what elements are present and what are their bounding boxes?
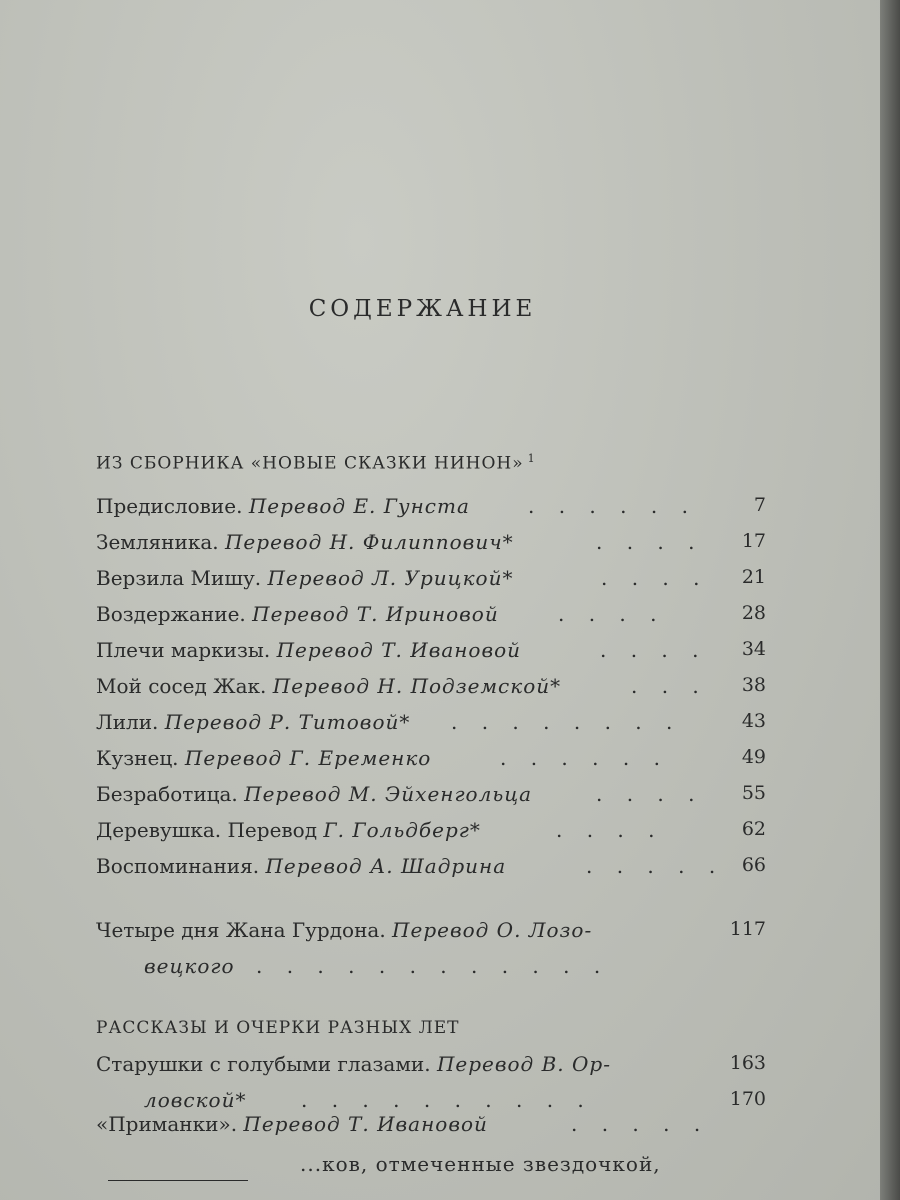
entry-dots: . . . . . . bbox=[528, 494, 697, 518]
entry-page: 7 bbox=[753, 494, 766, 516]
entry-title: Лили. bbox=[96, 710, 159, 734]
entry-title: Плечи маркизы. bbox=[96, 638, 271, 662]
entry-dots: . . . . . bbox=[571, 1112, 710, 1136]
toc-entry[interactable] bbox=[96, 674, 786, 708]
entry-page: 28 bbox=[741, 602, 766, 624]
toc-entry[interactable] bbox=[96, 818, 786, 852]
entry-dots: . . . . . . . . . . bbox=[301, 1088, 593, 1112]
entry-translator: Перевод Л. Урицкой* bbox=[267, 566, 514, 590]
entry-translator: Перевод В. Ор- bbox=[436, 1052, 611, 1076]
entry-translator: Перевод Т. Ивановой bbox=[276, 638, 522, 662]
entry-page: 117 bbox=[729, 918, 766, 940]
entry-title: Безработица. bbox=[96, 782, 238, 806]
entry-page: 34 bbox=[741, 638, 766, 660]
entry-translator: Перевод М. Эйхенгольца bbox=[244, 782, 533, 806]
entry-title: Кузнец. bbox=[96, 746, 179, 770]
entry-page: 163 bbox=[729, 1052, 766, 1074]
entry-translator: Перевод Т. Ириновой bbox=[252, 602, 499, 626]
entry-translator: Перевод Т. Ивановой bbox=[243, 1112, 488, 1136]
entry-page: 21 bbox=[741, 566, 766, 588]
entry-page: 170 bbox=[729, 1088, 766, 1110]
entry-title: Земляника. bbox=[96, 530, 219, 554]
entry-continuation: ловской* bbox=[144, 1088, 247, 1112]
entry-title: Деревушка. Перевод bbox=[96, 818, 318, 842]
entry-dots: . . . . bbox=[596, 782, 704, 806]
entry-dots: . . . . bbox=[601, 566, 709, 590]
section-heading-text: ИЗ СБОРНИКА «НОВЫЕ СКАЗКИ НИНОН» bbox=[96, 453, 524, 474]
entry-dots: . . . . bbox=[556, 818, 664, 842]
section-heading-2 bbox=[96, 1018, 460, 1038]
toc-entry[interactable] bbox=[96, 530, 786, 564]
entry-title: Верзила Мишу. bbox=[96, 566, 262, 590]
entry-translator: Перевод А. Шадрина bbox=[265, 854, 507, 878]
entry-title: Предисловие. bbox=[96, 494, 243, 518]
entry-title: Воздержание. bbox=[96, 602, 246, 626]
entry-dots: . . . . . . bbox=[500, 746, 669, 770]
entry-title: Мой сосед Жак. bbox=[96, 674, 267, 698]
toc-entry[interactable] bbox=[96, 746, 786, 780]
toc-entry[interactable] bbox=[96, 918, 786, 988]
footnote-marker: 1 bbox=[527, 452, 536, 465]
entry-translator: Перевод Г. Еременко bbox=[184, 746, 432, 770]
entry-title: Старушки с голубыми глазами. bbox=[96, 1052, 431, 1076]
toc-entry[interactable] bbox=[96, 854, 786, 888]
page-edge bbox=[880, 0, 900, 1200]
footnote-rule bbox=[108, 1180, 248, 1181]
entry-page: 55 bbox=[741, 782, 766, 804]
entry-page: 49 bbox=[741, 746, 766, 768]
entry-translator: Перевод О. Лозо- bbox=[392, 918, 593, 942]
entry-title: «Приманки». bbox=[96, 1112, 238, 1136]
entry-continuation: вецкого bbox=[144, 954, 235, 978]
entry-translator: Перевод Н. Филиппович* bbox=[224, 530, 514, 554]
toc-entry[interactable] bbox=[96, 782, 786, 816]
entry-translator: Г. Гольдберг* bbox=[323, 818, 481, 842]
entry-dots: . . . . bbox=[558, 602, 666, 626]
toc-entry[interactable] bbox=[96, 602, 786, 636]
entry-page: 43 bbox=[741, 710, 766, 732]
entry-title: Воспоминания. bbox=[96, 854, 260, 878]
toc-entry[interactable] bbox=[96, 566, 786, 600]
entry-translator: Перевод Е. Гунста bbox=[248, 494, 470, 518]
toc-entry[interactable] bbox=[96, 710, 786, 744]
toc-entry-page-170 bbox=[96, 1088, 786, 1122]
toc-entry[interactable] bbox=[96, 494, 786, 528]
entry-dots: . . . . . . . . bbox=[451, 710, 682, 734]
entry-title: Четыре дня Жана Гурдона. bbox=[96, 918, 386, 942]
entry-dots: . . . . . . . . . . . . bbox=[256, 954, 610, 978]
entry-translator: Перевод Н. Подземской* bbox=[272, 674, 562, 698]
entry-dots: . . . bbox=[631, 674, 708, 698]
toc-entry[interactable] bbox=[96, 638, 786, 672]
section-heading-1 bbox=[96, 452, 536, 474]
entry-dots: . . . . bbox=[600, 638, 708, 662]
entry-translator: Перевод Р. Титовой* bbox=[164, 710, 411, 734]
entry-dots: . . . . . bbox=[586, 854, 725, 878]
entry-page: 66 bbox=[741, 854, 766, 876]
page-title: СОДЕРЖАНИЕ bbox=[308, 296, 537, 322]
entry-page: 62 bbox=[741, 818, 766, 840]
entry-page: 38 bbox=[741, 674, 766, 696]
entry-dots: . . . . bbox=[596, 530, 704, 554]
footnote-text: ...ков, отмеченные звездочкой, bbox=[300, 1152, 661, 1176]
entry-page: 17 bbox=[741, 530, 766, 552]
section-heading-text: РАССКАЗЫ И ОЧЕРКИ РАЗНЫХ ЛЕТ bbox=[96, 1018, 460, 1038]
